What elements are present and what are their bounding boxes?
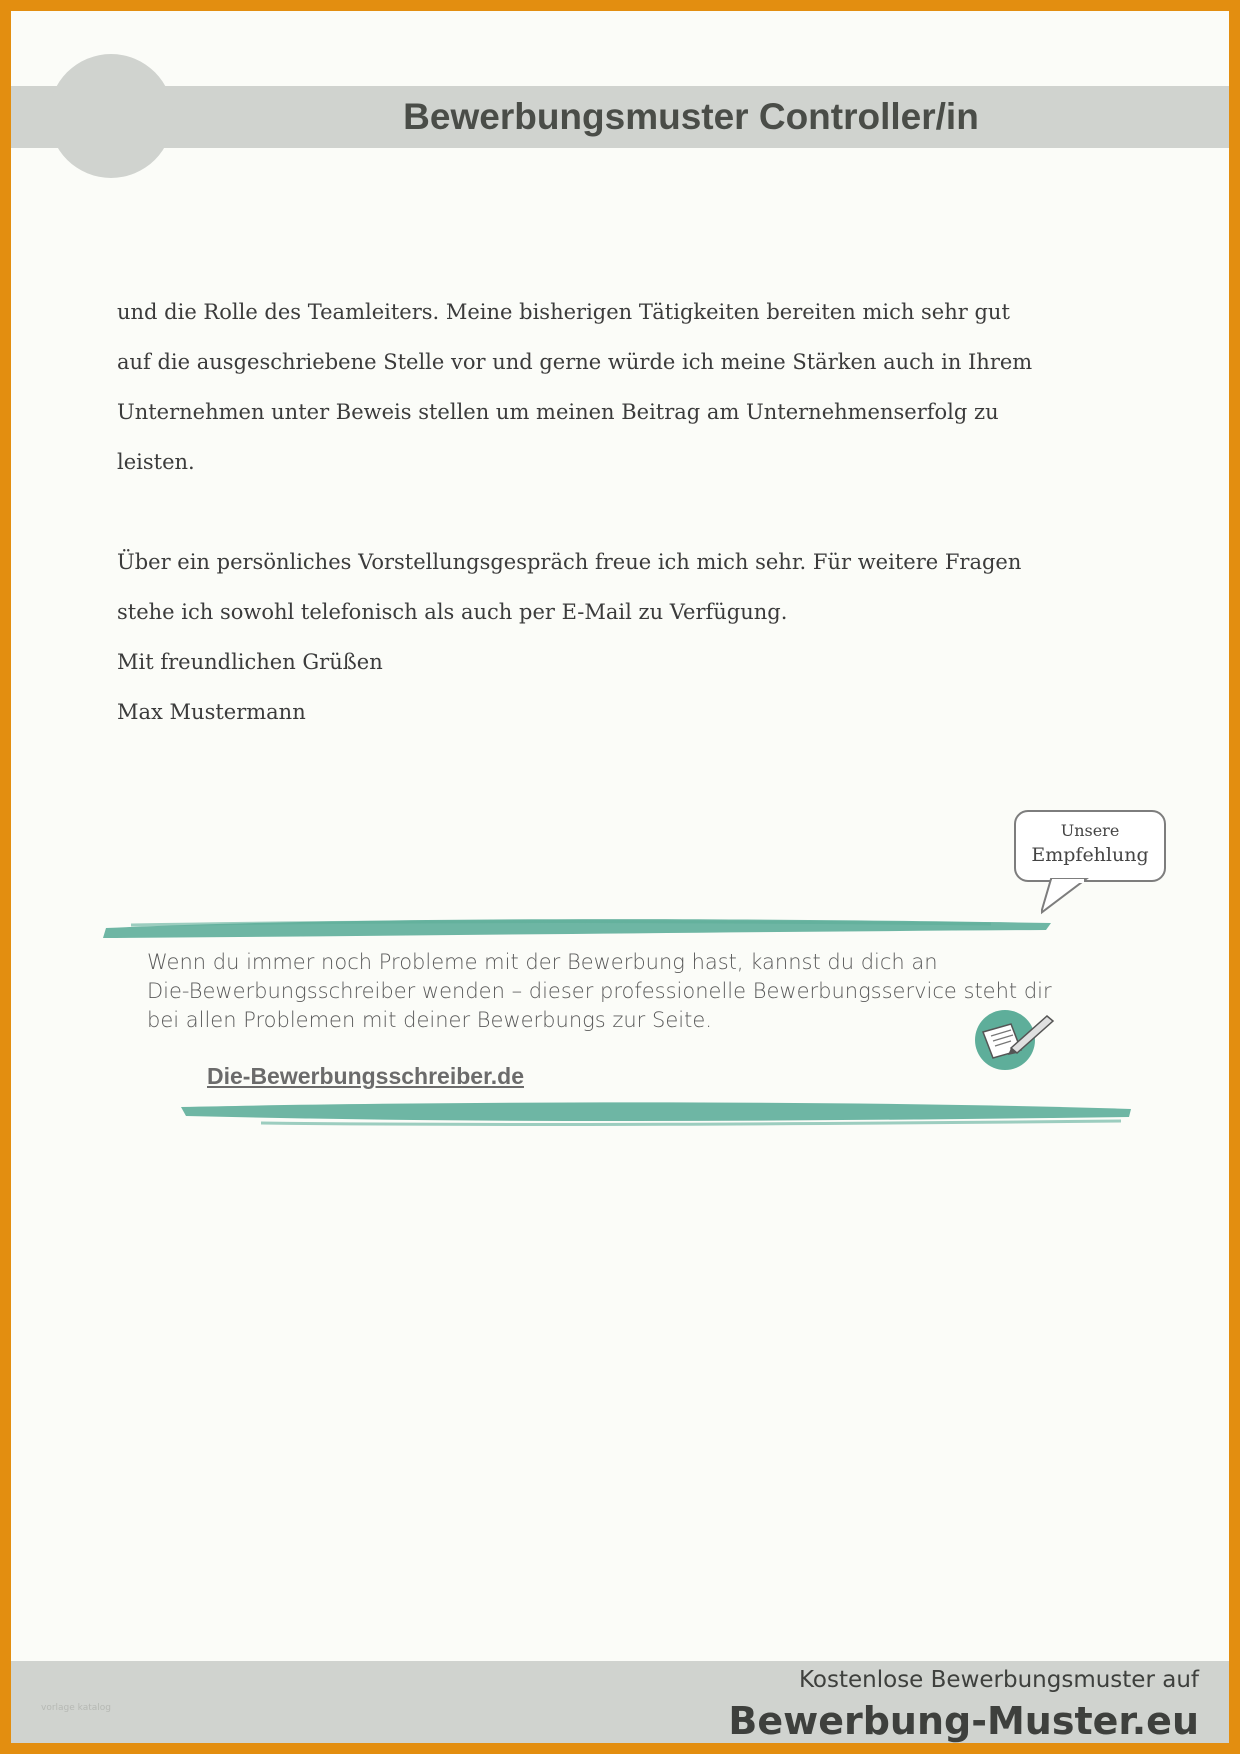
recommendation-line: Die-Bewerbungsschreiber wenden – dieser professionelle Bewerbungsservice steht dir (147, 979, 1052, 1003)
recommendation-bubble (1014, 810, 1166, 882)
recommendation-text (147, 948, 1107, 1035)
bubble-line2: Empfehlung (1031, 844, 1149, 866)
letter-line: und die Rolle des Teamleiters. Meine bisherigen Tätigkeiten bereiten mich sehr gut (117, 300, 1010, 324)
document-page (11, 11, 1229, 1743)
footer-site-name: Bewerbung-Muster.eu (728, 1699, 1199, 1743)
letter-body (117, 287, 1127, 737)
letter-line: Über ein persönliches Vorstellungsgespräch freue ich mich sehr. Für weitere Fragen (117, 550, 1022, 574)
bubble-tail (1041, 877, 1101, 917)
header-circle-decoration (49, 54, 173, 178)
bubble-line1: Unsere (1060, 821, 1120, 840)
letter-line: Unternehmen unter Beweis stellen um meinen Beitrag am Unternehmenserfolg zu (117, 400, 999, 424)
letter-line: leisten. (117, 450, 195, 474)
footer-watermark: vorlage katalog (41, 1703, 111, 1713)
letter-closing: Mit freundlichen Grüßen (117, 650, 383, 674)
letter-line: stehe ich sowohl telefonisch als auch per E-Mail zu Verfügung. (117, 600, 788, 624)
letter-signature: Max Mustermann (117, 700, 306, 724)
bewerbungsschreiber-link[interactable]: Die-Bewerbungsschreiber.de (207, 1063, 524, 1089)
footer-tagline: Kostenlose Bewerbungsmuster auf (799, 1667, 1199, 1693)
document-pen-icon (971, 1004, 1061, 1074)
recommendation-line: bei allen Problemen mit deiner Bewerbungs zur Seite. (147, 1008, 712, 1032)
page-title: Bewerbungsmuster Controller/in (403, 96, 979, 137)
letter-line: auf die ausgeschriebene Stelle vor und gerne würde ich meine Stärken auch in Ihrem (117, 350, 1033, 374)
recommendation-line: Wenn du immer noch Probleme mit der Bewerbung hast, kannst du dich an (147, 950, 938, 974)
